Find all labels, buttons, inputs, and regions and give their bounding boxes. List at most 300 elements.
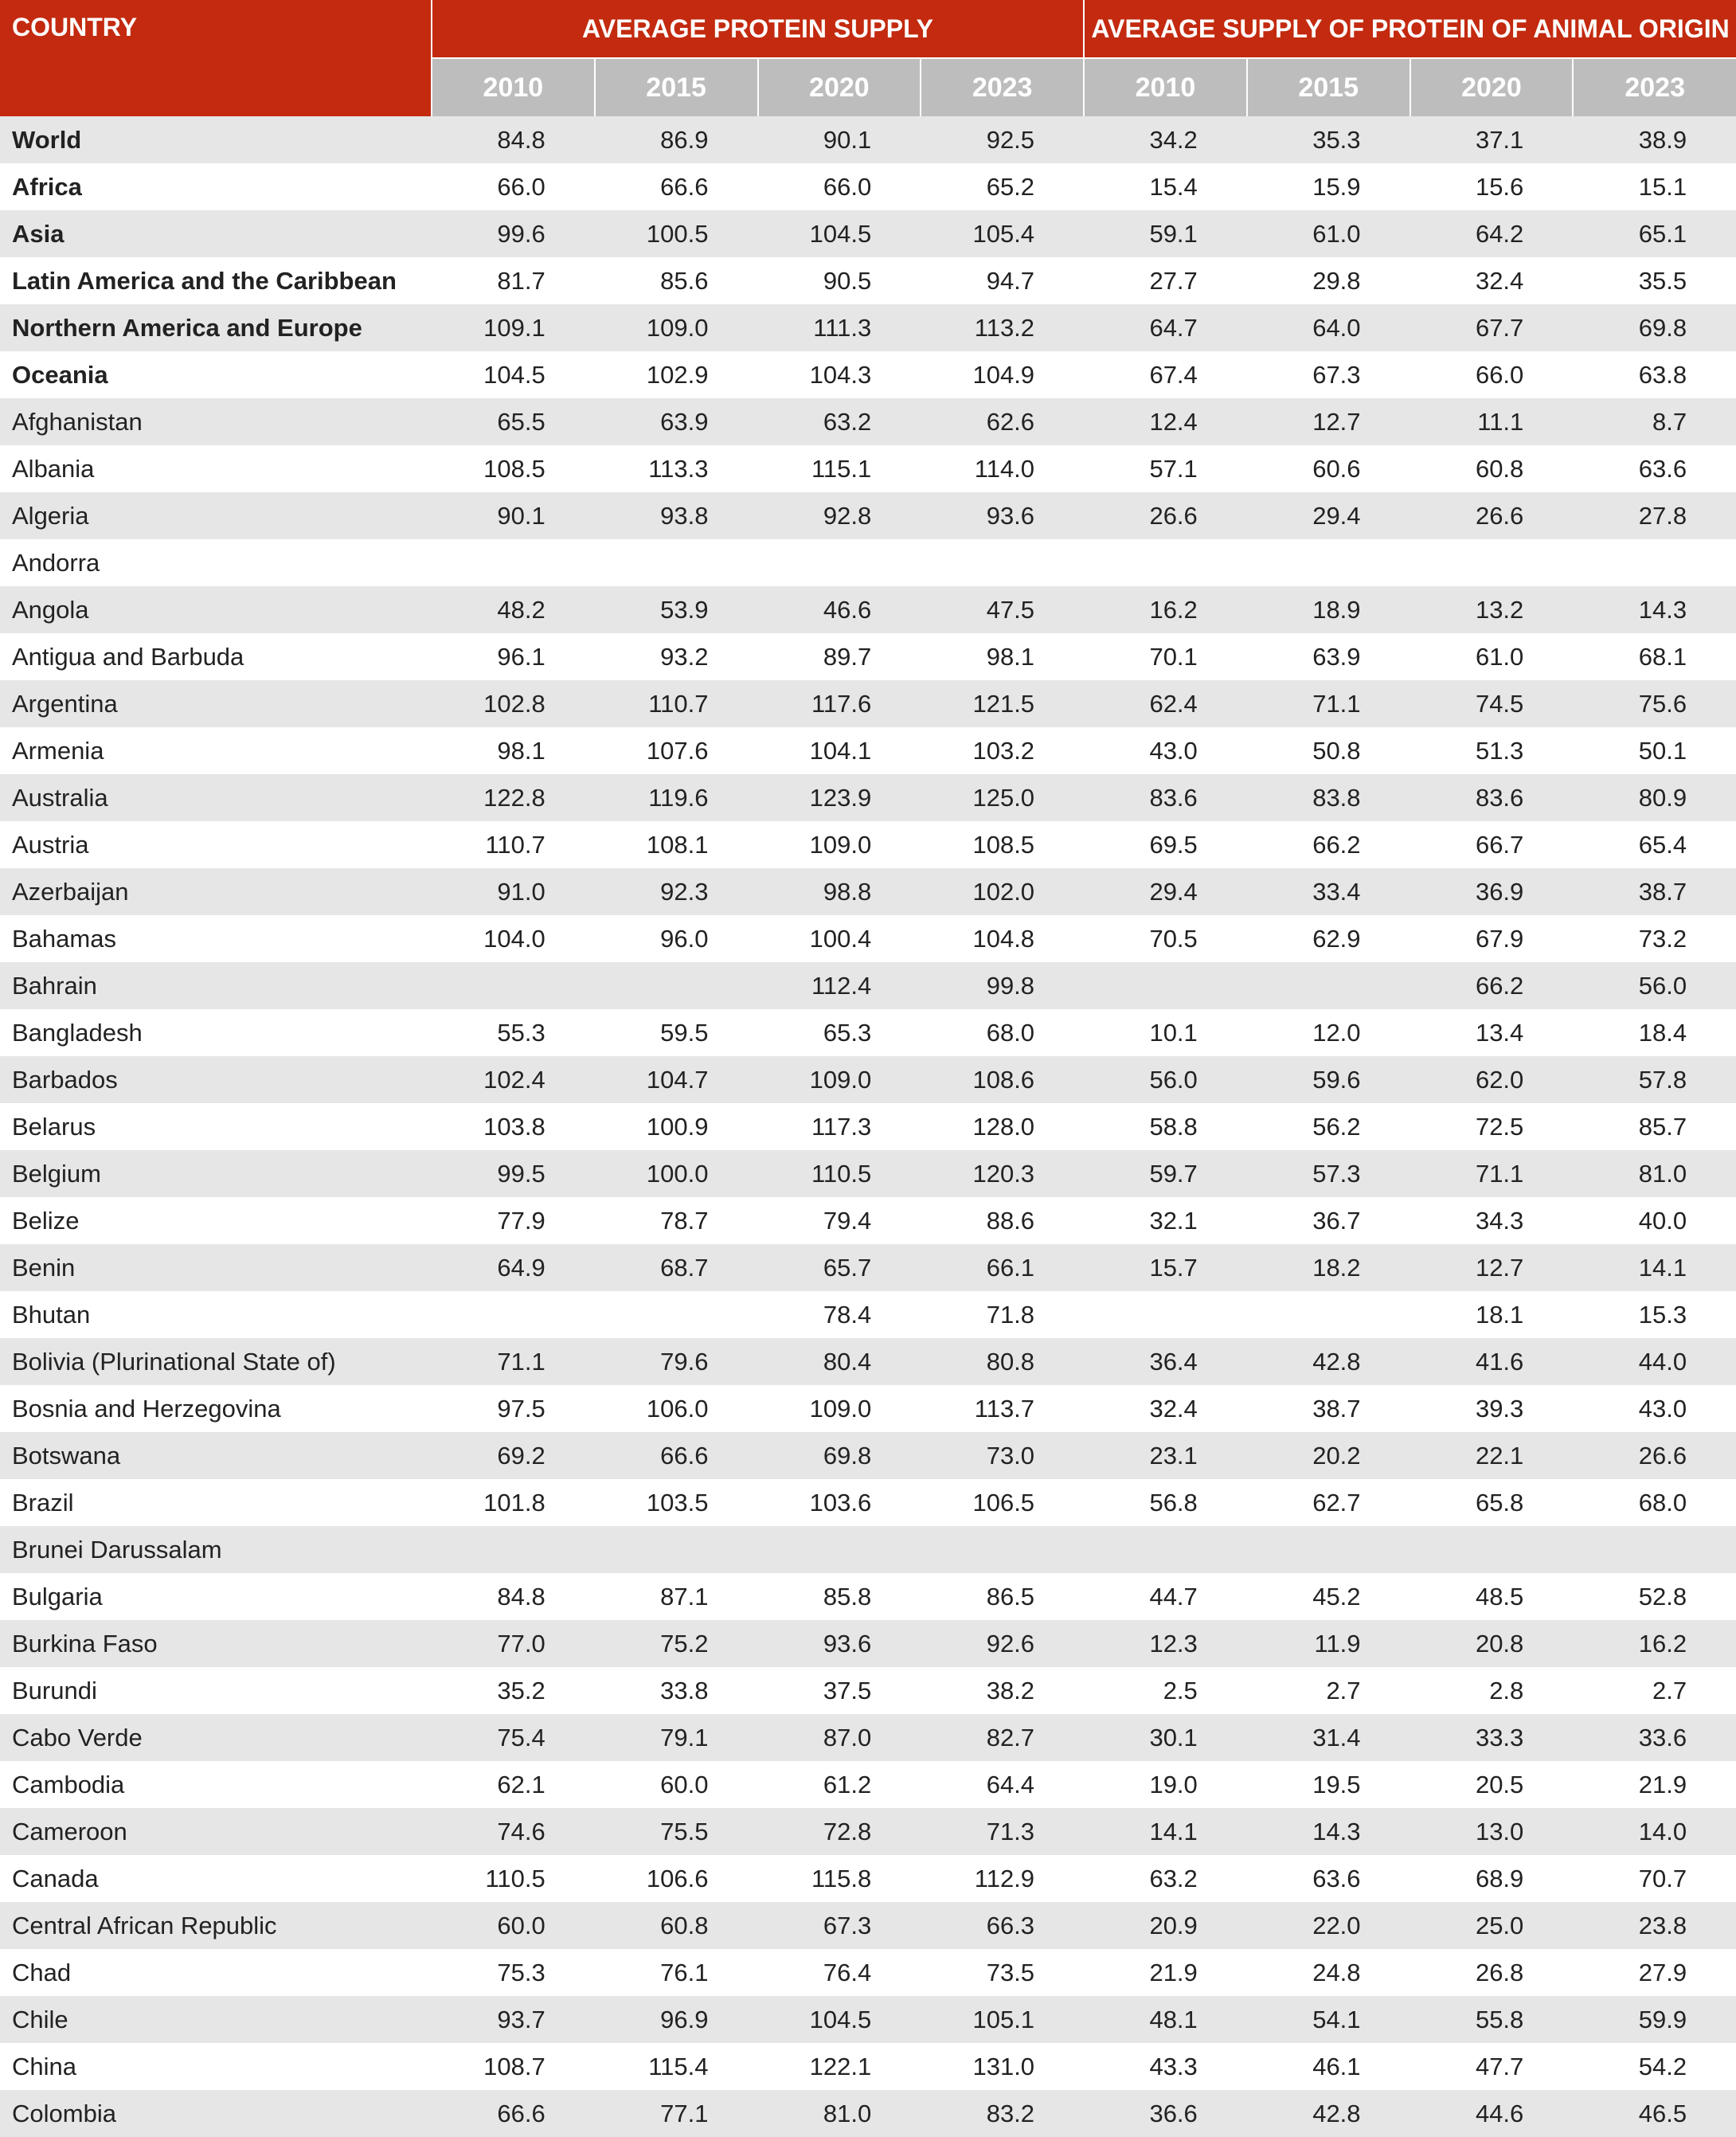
value-cell: 26.6 (1410, 492, 1574, 539)
value-cell (595, 962, 758, 1009)
average-protein-supply-header: AVERAGE PROTEIN SUPPLY (432, 0, 1084, 58)
value-cell: 96.1 (432, 633, 595, 680)
value-cell: 25.0 (1410, 1902, 1574, 1949)
value-cell: 115.1 (758, 445, 921, 492)
value-cell: 29.4 (1084, 868, 1247, 915)
year-header: 2023 (1573, 58, 1736, 116)
value-cell (595, 1526, 758, 1573)
value-cell (1573, 1526, 1736, 1573)
table-row (0, 1479, 1736, 1526)
country-name-cell: Cambodia (0, 1761, 432, 1808)
value-cell: 59.7 (1084, 1150, 1247, 1197)
country-name-cell: Northern America and Europe (0, 304, 432, 351)
country-name-cell: Brunei Darussalam (0, 1526, 432, 1573)
header-group-row (0, 0, 1736, 58)
value-cell: 87.1 (595, 1573, 758, 1620)
value-cell: 115.4 (595, 2043, 758, 2090)
value-cell (921, 539, 1084, 586)
country-name-cell: Colombia (0, 2090, 432, 2137)
country-name-cell: Belize (0, 1197, 432, 1244)
value-cell: 54.2 (1573, 2043, 1736, 2090)
table-row (0, 210, 1736, 257)
value-cell: 50.8 (1247, 727, 1410, 774)
value-cell: 56.0 (1573, 962, 1736, 1009)
value-cell: 21.9 (1573, 1761, 1736, 1808)
value-cell: 73.0 (921, 1432, 1084, 1479)
value-cell (595, 539, 758, 586)
value-cell: 108.5 (432, 445, 595, 492)
value-cell: 103.2 (921, 727, 1084, 774)
table-row (0, 1808, 1736, 1855)
value-cell: 34.2 (1084, 116, 1247, 163)
country-name-cell: Austria (0, 821, 432, 868)
value-cell: 104.9 (921, 351, 1084, 398)
value-cell: 47.7 (1410, 2043, 1574, 2090)
value-cell: 85.8 (758, 1573, 921, 1620)
value-cell: 55.3 (432, 1009, 595, 1056)
value-cell: 35.2 (432, 1667, 595, 1714)
table-row (0, 1620, 1736, 1667)
country-name-cell: Brazil (0, 1479, 432, 1526)
value-cell: 91.0 (432, 868, 595, 915)
value-cell: 83.8 (1247, 774, 1410, 821)
value-cell: 13.0 (1410, 1808, 1574, 1855)
value-cell: 61.2 (758, 1761, 921, 1808)
country-name-cell: Cameroon (0, 1808, 432, 1855)
table-row (0, 1150, 1736, 1197)
table-row (0, 398, 1736, 445)
value-cell: 69.5 (1084, 821, 1247, 868)
country-name-cell: Burkina Faso (0, 1620, 432, 1667)
value-cell: 74.6 (432, 1808, 595, 1855)
value-cell: 112.9 (921, 1855, 1084, 1902)
value-cell: 56.2 (1247, 1103, 1410, 1150)
value-cell: 64.2 (1410, 210, 1574, 257)
value-cell (1247, 539, 1410, 586)
value-cell (1084, 1526, 1247, 1573)
year-header: 2020 (758, 58, 921, 116)
value-cell: 104.5 (758, 210, 921, 257)
value-cell: 112.4 (758, 962, 921, 1009)
value-cell (1410, 1526, 1574, 1573)
value-cell: 44.6 (1410, 2090, 1574, 2137)
country-name-cell: Central African Republic (0, 1902, 432, 1949)
value-cell: 99.6 (432, 210, 595, 257)
value-cell: 58.8 (1084, 1103, 1247, 1150)
value-cell: 114.0 (921, 445, 1084, 492)
value-cell (432, 1526, 595, 1573)
table-row (0, 1761, 1736, 1808)
table-row (0, 2043, 1736, 2090)
value-cell: 71.1 (1410, 1150, 1574, 1197)
value-cell: 101.8 (432, 1479, 595, 1526)
value-cell: 48.1 (1084, 1996, 1247, 2043)
value-cell: 67.7 (1410, 304, 1574, 351)
value-cell: 83.6 (1084, 774, 1247, 821)
value-cell: 62.6 (921, 398, 1084, 445)
table-row (0, 1714, 1736, 1761)
value-cell: 19.0 (1084, 1761, 1247, 1808)
value-cell: 69.8 (1573, 304, 1736, 351)
value-cell: 119.6 (595, 774, 758, 821)
value-cell: 57.1 (1084, 445, 1247, 492)
value-cell: 63.8 (1573, 351, 1736, 398)
value-cell: 40.0 (1573, 1197, 1736, 1244)
value-cell: 30.1 (1084, 1714, 1247, 1761)
table-row (0, 962, 1736, 1009)
table-row (0, 351, 1736, 398)
value-cell: 59.9 (1573, 1996, 1736, 2043)
value-cell: 81.0 (1573, 1150, 1736, 1197)
value-cell: 84.8 (432, 116, 595, 163)
value-cell: 62.9 (1247, 915, 1410, 962)
value-cell: 66.2 (1247, 821, 1410, 868)
value-cell: 83.6 (1410, 774, 1574, 821)
value-cell: 108.7 (432, 2043, 595, 2090)
country-name-cell: Africa (0, 163, 432, 210)
value-cell: 93.6 (758, 1620, 921, 1667)
value-cell: 63.9 (595, 398, 758, 445)
table-row (0, 1902, 1736, 1949)
value-cell: 66.0 (758, 163, 921, 210)
value-cell: 50.1 (1573, 727, 1736, 774)
value-cell: 77.1 (595, 2090, 758, 2137)
country-name-cell: China (0, 2043, 432, 2090)
value-cell: 15.3 (1573, 1291, 1736, 1338)
value-cell: 44.7 (1084, 1573, 1247, 1620)
country-name-cell: Bhutan (0, 1291, 432, 1338)
value-cell: 89.7 (758, 633, 921, 680)
table-row (0, 1056, 1736, 1103)
year-header: 2010 (1084, 58, 1247, 116)
value-cell: 37.5 (758, 1667, 921, 1714)
country-name-cell: Angola (0, 586, 432, 633)
value-cell: 64.7 (1084, 304, 1247, 351)
table-row (0, 1338, 1736, 1385)
value-cell: 69.8 (758, 1432, 921, 1479)
value-cell: 80.4 (758, 1338, 921, 1385)
value-cell: 100.5 (595, 210, 758, 257)
value-cell: 82.7 (921, 1714, 1084, 1761)
value-cell: 12.4 (1084, 398, 1247, 445)
table-row (0, 868, 1736, 915)
value-cell: 45.2 (1247, 1573, 1410, 1620)
value-cell: 73.2 (1573, 915, 1736, 962)
value-cell: 27.9 (1573, 1949, 1736, 1996)
country-name-cell: Benin (0, 1244, 432, 1291)
country-name-cell: Belarus (0, 1103, 432, 1150)
country-name-cell: Armenia (0, 727, 432, 774)
value-cell (1084, 539, 1247, 586)
value-cell: 131.0 (921, 2043, 1084, 2090)
value-cell: 79.4 (758, 1197, 921, 1244)
table-row (0, 1385, 1736, 1432)
value-cell (1410, 539, 1574, 586)
value-cell: 27.7 (1084, 257, 1247, 304)
value-cell: 77.0 (432, 1620, 595, 1667)
value-cell: 8.7 (1573, 398, 1736, 445)
table-row (0, 304, 1736, 351)
year-header: 2023 (921, 58, 1084, 116)
table-row (0, 445, 1736, 492)
table-row (0, 680, 1736, 727)
value-cell: 51.3 (1410, 727, 1574, 774)
value-cell (432, 539, 595, 586)
value-cell: 21.9 (1084, 1949, 1247, 1996)
value-cell: 70.1 (1084, 633, 1247, 680)
value-cell: 14.3 (1247, 1808, 1410, 1855)
value-cell: 108.5 (921, 821, 1084, 868)
value-cell: 93.6 (921, 492, 1084, 539)
value-cell: 15.7 (1084, 1244, 1247, 1291)
table-row (0, 1291, 1736, 1338)
value-cell: 18.4 (1573, 1009, 1736, 1056)
value-cell: 109.0 (595, 304, 758, 351)
value-cell: 32.1 (1084, 1197, 1247, 1244)
value-cell: 38.9 (1573, 116, 1736, 163)
value-cell: 57.3 (1247, 1150, 1410, 1197)
value-cell: 106.6 (595, 1855, 758, 1902)
country-name-cell: Latin America and the Caribbean (0, 257, 432, 304)
value-cell: 103.6 (758, 1479, 921, 1526)
country-name-cell: Chad (0, 1949, 432, 1996)
value-cell: 12.3 (1084, 1620, 1247, 1667)
value-cell: 35.5 (1573, 257, 1736, 304)
value-cell: 15.9 (1247, 163, 1410, 210)
value-cell (1084, 1291, 1247, 1338)
value-cell: 60.8 (1410, 445, 1574, 492)
country-name-cell: Asia (0, 210, 432, 257)
value-cell: 70.5 (1084, 915, 1247, 962)
value-cell (758, 539, 921, 586)
value-cell: 70.7 (1573, 1855, 1736, 1902)
value-cell: 123.9 (758, 774, 921, 821)
country-name-cell: Chile (0, 1996, 432, 2043)
value-cell: 110.7 (432, 821, 595, 868)
value-cell: 104.1 (758, 727, 921, 774)
value-cell: 15.4 (1084, 163, 1247, 210)
value-cell: 14.3 (1573, 586, 1736, 633)
value-cell: 62.7 (1247, 1479, 1410, 1526)
value-cell: 71.8 (921, 1291, 1084, 1338)
country-name-cell: Andorra (0, 539, 432, 586)
country-name-cell: Bahrain (0, 962, 432, 1009)
value-cell: 100.9 (595, 1103, 758, 1150)
value-cell: 36.4 (1084, 1338, 1247, 1385)
value-cell: 80.8 (921, 1338, 1084, 1385)
value-cell: 46.5 (1573, 2090, 1736, 2137)
value-cell: 60.0 (432, 1902, 595, 1949)
value-cell: 14.1 (1573, 1244, 1736, 1291)
value-cell: 65.4 (1573, 821, 1736, 868)
value-cell: 75.4 (432, 1714, 595, 1761)
value-cell: 106.5 (921, 1479, 1084, 1526)
value-cell: 117.3 (758, 1103, 921, 1150)
value-cell: 65.7 (758, 1244, 921, 1291)
value-cell: 66.0 (432, 163, 595, 210)
country-name-cell: Canada (0, 1855, 432, 1902)
table-row (0, 727, 1736, 774)
value-cell: 92.5 (921, 116, 1084, 163)
country-name-cell: Argentina (0, 680, 432, 727)
value-cell: 55.8 (1410, 1996, 1574, 2043)
value-cell: 33.4 (1247, 868, 1410, 915)
table-row (0, 1996, 1736, 2043)
table-row (0, 1855, 1736, 1902)
value-cell: 68.7 (595, 1244, 758, 1291)
country-name-cell: Bangladesh (0, 1009, 432, 1056)
table-row (0, 586, 1736, 633)
value-cell: 37.1 (1410, 116, 1574, 163)
value-cell: 14.0 (1573, 1808, 1736, 1855)
value-cell: 104.0 (432, 915, 595, 962)
value-cell: 14.1 (1084, 1808, 1247, 1855)
value-cell: 18.1 (1410, 1291, 1574, 1338)
value-cell: 64.0 (1247, 304, 1410, 351)
country-name-cell: Botswana (0, 1432, 432, 1479)
value-cell (432, 962, 595, 1009)
value-cell: 66.6 (432, 2090, 595, 2137)
value-cell: 104.5 (432, 351, 595, 398)
value-cell: 20.9 (1084, 1902, 1247, 1949)
value-cell: 19.5 (1247, 1761, 1410, 1808)
value-cell: 84.8 (432, 1573, 595, 1620)
value-cell: 38.2 (921, 1667, 1084, 1714)
value-cell: 97.5 (432, 1385, 595, 1432)
value-cell: 90.5 (758, 257, 921, 304)
value-cell: 42.8 (1247, 1338, 1410, 1385)
value-cell: 117.6 (758, 680, 921, 727)
table-row (0, 1526, 1736, 1573)
value-cell: 92.6 (921, 1620, 1084, 1667)
value-cell: 65.8 (1410, 1479, 1574, 1526)
value-cell: 64.9 (432, 1244, 595, 1291)
value-cell: 11.1 (1410, 398, 1574, 445)
value-cell: 31.4 (1247, 1714, 1410, 1761)
value-cell: 18.2 (1247, 1244, 1410, 1291)
value-cell: 80.9 (1573, 774, 1736, 821)
value-cell: 15.6 (1410, 163, 1574, 210)
value-cell: 122.8 (432, 774, 595, 821)
value-cell: 99.8 (921, 962, 1084, 1009)
value-cell: 36.9 (1410, 868, 1574, 915)
value-cell: 54.1 (1247, 1996, 1410, 2043)
value-cell: 66.1 (921, 1244, 1084, 1291)
value-cell: 128.0 (921, 1103, 1084, 1150)
value-cell: 96.9 (595, 1996, 758, 2043)
value-cell: 41.6 (1410, 1338, 1574, 1385)
value-cell: 13.4 (1410, 1009, 1574, 1056)
value-cell: 27.8 (1573, 492, 1736, 539)
value-cell: 85.7 (1573, 1103, 1736, 1150)
value-cell: 108.6 (921, 1056, 1084, 1103)
value-cell: 72.8 (758, 1808, 921, 1855)
table-row (0, 2090, 1736, 2137)
value-cell: 98.1 (432, 727, 595, 774)
value-cell: 16.2 (1573, 1620, 1736, 1667)
value-cell: 73.5 (921, 1949, 1084, 1996)
value-cell: 110.5 (758, 1150, 921, 1197)
value-cell: 100.0 (595, 1150, 758, 1197)
value-cell: 60.8 (595, 1902, 758, 1949)
year-header: 2015 (1247, 58, 1410, 116)
table-row (0, 774, 1736, 821)
value-cell: 46.6 (758, 586, 921, 633)
value-cell: 53.9 (595, 586, 758, 633)
value-cell: 43.0 (1573, 1385, 1736, 1432)
value-cell: 26.6 (1084, 492, 1247, 539)
table-row (0, 539, 1736, 586)
country-name-cell: Azerbaijan (0, 868, 432, 915)
value-cell: 111.3 (758, 304, 921, 351)
value-cell: 81.7 (432, 257, 595, 304)
value-cell: 109.1 (432, 304, 595, 351)
value-cell: 65.3 (758, 1009, 921, 1056)
value-cell: 79.6 (595, 1338, 758, 1385)
value-cell: 104.8 (921, 915, 1084, 962)
value-cell: 43.3 (1084, 2043, 1247, 2090)
value-cell: 104.5 (758, 1996, 921, 2043)
value-cell: 110.7 (595, 680, 758, 727)
value-cell: 32.4 (1410, 257, 1574, 304)
value-cell: 102.0 (921, 868, 1084, 915)
table-row (0, 1573, 1736, 1620)
value-cell: 104.7 (595, 1056, 758, 1103)
country-name-cell: World (0, 116, 432, 163)
value-cell: 34.3 (1410, 1197, 1574, 1244)
value-cell: 78.4 (758, 1291, 921, 1338)
country-name-cell: Burundi (0, 1667, 432, 1714)
value-cell: 67.9 (1410, 915, 1574, 962)
value-cell (1573, 539, 1736, 586)
value-cell: 113.3 (595, 445, 758, 492)
table-body (0, 116, 1736, 2137)
value-cell: 77.9 (432, 1197, 595, 1244)
value-cell: 33.6 (1573, 1714, 1736, 1761)
value-cell: 12.7 (1410, 1244, 1574, 1291)
value-cell: 66.6 (595, 163, 758, 210)
country-name-cell: Afghanistan (0, 398, 432, 445)
value-cell: 66.2 (1410, 962, 1574, 1009)
country-name-cell: Bulgaria (0, 1573, 432, 1620)
value-cell: 105.4 (921, 210, 1084, 257)
value-cell: 35.3 (1247, 116, 1410, 163)
value-cell: 109.0 (758, 821, 921, 868)
value-cell: 92.3 (595, 868, 758, 915)
country-name-cell: Belgium (0, 1150, 432, 1197)
value-cell: 102.8 (432, 680, 595, 727)
value-cell: 98.8 (758, 868, 921, 915)
value-cell: 22.1 (1410, 1432, 1574, 1479)
value-cell: 104.3 (758, 351, 921, 398)
country-name-cell: Bosnia and Herzegovina (0, 1385, 432, 1432)
table-row (0, 492, 1736, 539)
value-cell: 79.1 (595, 1714, 758, 1761)
value-cell (1247, 962, 1410, 1009)
value-cell: 24.8 (1247, 1949, 1410, 1996)
table-row (0, 163, 1736, 210)
value-cell: 120.3 (921, 1150, 1084, 1197)
table-row (0, 1667, 1736, 1714)
value-cell: 2.7 (1247, 1667, 1410, 1714)
value-cell: 100.4 (758, 915, 921, 962)
value-cell: 56.8 (1084, 1479, 1247, 1526)
value-cell: 108.1 (595, 821, 758, 868)
value-cell: 63.2 (1084, 1855, 1247, 1902)
value-cell: 22.0 (1247, 1902, 1410, 1949)
value-cell: 102.9 (595, 351, 758, 398)
value-cell: 23.1 (1084, 1432, 1247, 1479)
